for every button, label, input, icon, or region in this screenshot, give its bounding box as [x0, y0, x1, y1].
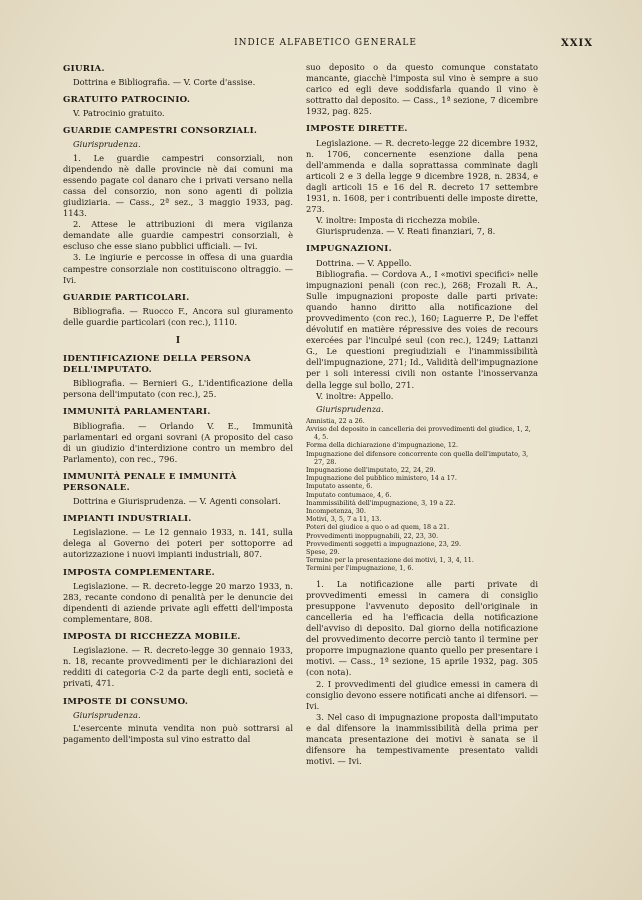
entry-paragraph: suo deposito o da questo comunque constatato mancante, giacchè l'imposta sul vino è sempre a suo carico ed egli deve soddisfarla quando il vino è sottratto dal deposito. — Cass., 1ª sezione, 7 dicembre 1932, pag. 825.: [306, 62, 538, 117]
entry-text: V. inoltre: Imposta di ricchezza mobile.: [316, 215, 480, 226]
entry-heading: GRATUITO PATROCINIO.: [63, 95, 191, 106]
entry-paragraph: 2. Attese le attribuzioni di mera vigilanza demandate alle guardie campestri consorziali, è escluso che esse siano pubblici ufficiali. — Ivi.: [63, 219, 293, 252]
index-item: Spese, 29.: [306, 548, 340, 557]
entry-heading: IMPIANTI INDUSTRIALI.: [63, 514, 192, 525]
entry-text: Bibliografia. — Orlando V. E., Immunità parlamentari ed organi sovrani (A proposito del caso di un giudizio d'interdizione contro un membro del Parlamento), con rec., 796.: [63, 420, 293, 464]
index-item: Impugnazione dell'imputato, 22, 24, 29.: [306, 466, 436, 475]
entry-text: Bibliografia. — Bernieri G., L'identificazione della persona dell'imputato (con rec.), 25.: [63, 378, 293, 400]
header-title: INDICE ALFABETICO GENERALE: [234, 38, 417, 48]
entry-heading: IMMUNITÀ PENALE E IMMUNITÀ PERSONALE.: [63, 471, 237, 493]
entry-subheading: Giurisprudenza.: [73, 709, 141, 720]
index-item: Termini per l'impugnazione, 1, 6.: [306, 564, 414, 573]
entry-heading: IMPUGNAZIONI.: [306, 244, 392, 255]
entry-text: Dottrina e Bibliografia. — V. Corte d'assise.: [73, 77, 256, 88]
section-letter: I: [175, 335, 181, 346]
entry-text: V. inoltre: Appello.: [316, 390, 394, 401]
index-item: Poteri del giudice a quo o ad quem, 18 a 21.: [306, 523, 450, 532]
index-item: Provvedimenti soggetti a impugnazione, 23, 29.: [306, 539, 461, 548]
index-item: Termine per la presentazione dei motivi, 1, 3, 4, 11.: [306, 556, 474, 565]
index-item: Inammissibilità dell'impugnazione, 3, 19 a 22.: [306, 498, 456, 507]
entry-paragraph: 2. I provvedimenti del giudice emessi in camera di consiglio devono essere notificati anche ai difensori. — Ivi.: [306, 678, 538, 711]
entry-heading: IDENTIFICAZIONE DELLA PERSONA DELL'IMPUTATO.: [63, 354, 251, 376]
entry-text: Legislazione. — R. decreto-legge 20 marzo 1933, n. 283, recante condono di penalità per le denuncie dei dipendenti di aziende private agli effetti dell'imposta complementare, 808.: [63, 580, 293, 624]
entry-paragraph: 1. Le guardie campestri consorziali, non dipendendo nè dalle provincie nè dai comuni ma essendo pagate col danaro che i privati versano nella cassa del consorzio, non sono agenti di polizia giudiziaria. — Cass., 2ª sez., 3 maggio 1933, pag. 1143.: [63, 152, 293, 219]
index-item: Impugnazione del pubblico ministero, 14 a 17.: [306, 474, 457, 483]
right-column: [306, 62, 538, 767]
entry-heading: IMPOSTE DI CONSUMO.: [63, 696, 189, 707]
entry-text: Dottrina. — V. Appello.: [316, 257, 412, 268]
entry-heading: IMMUNITÀ PARLAMENTARI.: [63, 407, 211, 418]
entry-paragraph: 1. La notificazione alle parti private di provvedimenti emessi in camera di consiglio presuppone l'avvenuto deposito dell'originale in cancelleria ed ha l'efficacia della notificazione dell'avviso di deposito. Dal giorno della notificazione del provvedimento decorre perciò tanto il termine per proporre impugnazione quanto quello per presentare i motivi. — Cass., 1ª sezione, 15 aprile 1932, pag. 305 (con nota).: [306, 578, 538, 678]
index-item: Motivi, 3, 5, 7 a 11, 13.: [306, 515, 382, 524]
entry-subheading: Giurisprudenza.: [316, 403, 384, 414]
index-item: Avviso del deposito in cancelleria dei provvedimenti del giudice, 1, 2, 4, 5.: [306, 425, 531, 442]
index-item: Forma della dichiarazione d'impugnazione, 12.: [306, 441, 458, 450]
left-column: [63, 62, 293, 745]
index-item: Imputato contumace, 4, 6.: [306, 490, 392, 499]
subject-index: [306, 417, 538, 573]
entry-text: Bibliografia. — Cordova A., I «motivi specifici» nelle impugnazioni penali (con rec.), 268; Frozali R. A., Sulle impugnazioni proposte dalle parti private: quando hanno diritto alla notificazione del provvedimento (con rec.), 160; Laguerre P., De l'effet dévolutif en matière répressive des voies de recours exercées par l'inculpé seul (con rec.), 1249; Lattanzi G., Le questioni pregiudiziali e l'inammissibilità dell'impugnazione, 271; Id., Validità dell'impugnazione per i soli interessi civili non ostante l'inosservanza della legge sul bollo, 271.: [306, 268, 538, 390]
entry-heading: GUARDIE CAMPESTRI CONSORZIALI.: [63, 126, 258, 137]
entry-heading: IMPOSTA COMPLEMENTARE.: [63, 567, 215, 578]
entry-heading: IMPOSTA DI RICCHEZZA MOBILE.: [63, 632, 241, 643]
entry-text: V. Patrocinio gratuito.: [73, 108, 165, 119]
entry-heading: GUARDIE PARTICOLARI.: [63, 292, 190, 303]
entry-heading: IMPOSTE DIRETTE.: [306, 124, 408, 135]
page-number: XXIX: [561, 38, 593, 49]
entry-text: Legislazione. — Le 12 gennaio 1933, n. 141, sulla delega al Governo dei poteri per sottoporre ad autorizzazione i nuovi impianti industriali, 807.: [63, 527, 293, 560]
entry-text: Legislazione. — R. decreto-legge 22 dicembre 1932, n. 1706, concernente esenzione dalla pena dell'ammenda e dalla soprattassa comminate dagli articoli 2 e 3 della legge 9 dicembre 1928, n. 2834, e dagli articoli 15 e 16 del R. decreto 17 settembre 1931, n. 1608, per i contribuenti delle imposte dirette, 273.: [306, 137, 538, 215]
running-header: [58, 38, 593, 52]
entry-text: Giurisprudenza. — V. Reati finanziari, 7, 8.: [316, 226, 496, 237]
entry-heading: GIURIA.: [63, 64, 105, 74]
entry-paragraph: 3. Nel caso di impugnazione proposta dall'imputato e dal difensore la inammissibilità della prima per mancata presentazione dei motivi è sanata se il difensore ha tempestivamente presentato validi motivi. — Ivi.: [306, 711, 538, 767]
entry-paragraph: L'esercente minuta vendita non può sottrarsi al pagamento dell'imposta sul vino estratto dal: [63, 722, 293, 744]
entry-text: Bibliografia. — Ruocco F., Ancora sul giuramento delle guardie particolari (con rec.), 1110.: [63, 305, 293, 327]
index-item: Imputato assente, 6.: [306, 482, 373, 491]
entry-subheading: Giurisprudenza.: [73, 139, 141, 150]
entry-text: Legislazione. — R. decreto-legge 30 gennaio 1933, n. 18, recante provvedimenti per le dichiarazioni dei redditi di categoria C-2 da parte degli enti, società e privati, 471.: [63, 645, 293, 689]
index-item: Amnistia, 22 a 26.: [306, 416, 365, 425]
entry-paragraph: 3. Le ingiurie e percosse in offesa di una guardia campestre consorziale non costituiscono oltraggio. — Ivi.: [63, 252, 293, 285]
entry-text: Dottrina e Giurisprudenza. — V. Agenti consolari.: [73, 496, 281, 507]
index-item: Incompetenza, 30.: [306, 507, 366, 516]
index-item: Provvedimenti inoppugnabili, 22, 23, 30.: [306, 531, 439, 540]
index-item: Impugnazione del difensore concorrente con quella dell'imputato, 3, 27, 28.: [306, 449, 529, 466]
